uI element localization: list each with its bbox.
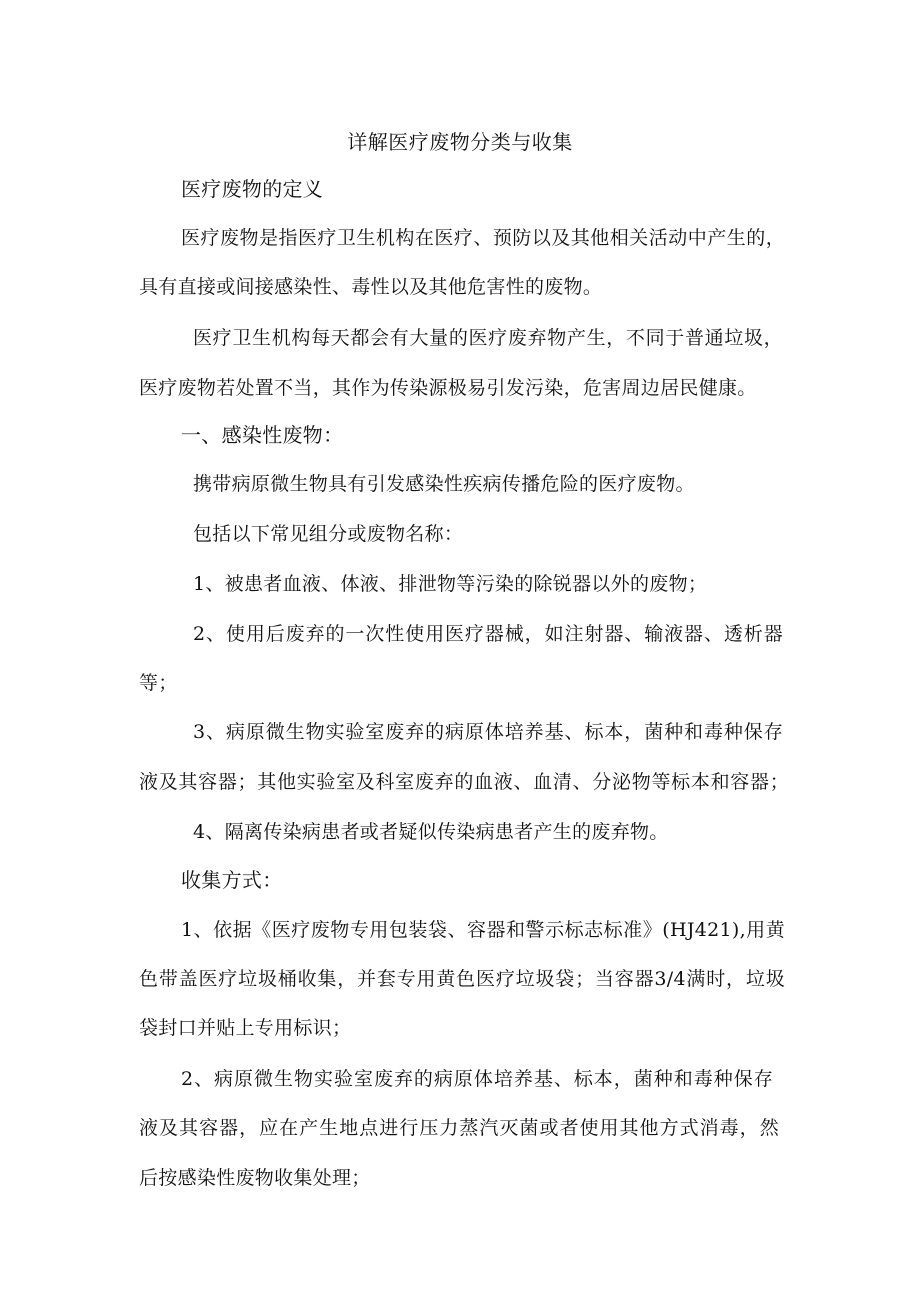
collection-item: 袋封口并贴上专用标识；	[139, 1017, 352, 1039]
definition-paragraph-line: 医疗废物若处置不当，其作为传染源极易引发污染，危害周边居民健康。	[139, 377, 757, 399]
definition-heading: 医疗废物的定义	[181, 177, 324, 201]
infectious-list-item: 1、被患者血液、体液、排泄物等污染的除锐器以外的废物；	[193, 573, 708, 595]
definition-paragraph-line: 医疗废物是指医疗卫生机构在医疗、预防以及其他相关活动中产生的，	[181, 227, 785, 249]
collection-heading: 收集方式：	[181, 868, 283, 892]
collection-item: 1、依据《医疗废物专用包装袋、容器和警示标志标准》(HJ421),用黄	[181, 919, 785, 941]
infectious-list-intro: 包括以下常见组分或废物名称：	[193, 523, 464, 545]
collection-item: 2、病原微生物实验室废弃的病原体培养基、标本，菌种和毒种保存	[181, 1068, 773, 1090]
infectious-waste-heading: 一、感染性废物：	[181, 423, 344, 447]
infectious-description: 携带病原微生物具有引发感染性疾病传播危险的医疗废物。	[193, 473, 695, 495]
infectious-list-item: 等；	[139, 672, 178, 694]
infectious-list-item: 2、使用后废弃的一次性使用医疗器械，如注射器、输液器、透析器	[193, 623, 783, 645]
definition-paragraph-line: 医疗卫生机构每天都会有大量的医疗废弃物产生，不同于普通垃圾，	[193, 327, 783, 349]
collection-item: 色带盖医疗垃圾桶收集，并套专用黄色医疗垃圾袋；当容器3/4满时，垃圾	[139, 968, 785, 990]
infectious-list-item: 4、隔离传染病患者或者疑似传染病患者产生的废弃物。	[193, 821, 669, 843]
document-title: 详解医疗废物分类与收集	[347, 130, 573, 154]
collection-item: 液及其容器，应在产生地点进行压力蒸汽灭菌或者使用其他方式消毒，然	[139, 1117, 779, 1139]
collection-item: 后按感染性废物收集处理；	[139, 1167, 371, 1189]
infectious-list-item: 液及其容器；其他实验室及科室废弃的血液、血清、分泌物等标本和容器；	[139, 771, 789, 793]
infectious-list-item: 3、病原微生物实验室废弃的病原体培养基、标本，菌种和毒种保存	[193, 721, 783, 743]
definition-paragraph-line: 具有直接或间接感染性、毒性以及其他危害性的废物。	[139, 276, 603, 298]
